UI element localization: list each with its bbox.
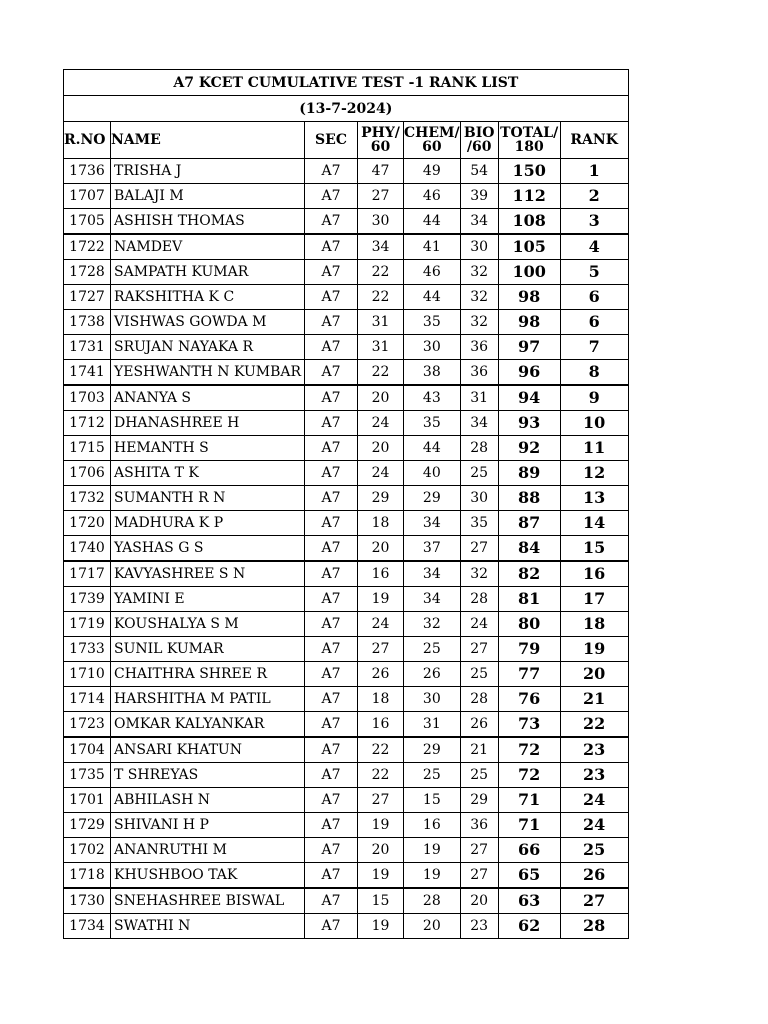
cell-phy: 20 bbox=[358, 385, 404, 411]
cell-sec: A7 bbox=[305, 612, 358, 637]
cell-chem: 34 bbox=[404, 587, 461, 612]
cell-name: BALAJI M bbox=[111, 184, 305, 209]
cell-rno: 1706 bbox=[64, 461, 111, 486]
cell-name: MADHURA K P bbox=[111, 511, 305, 536]
cell-name: ASHITA T K bbox=[111, 461, 305, 486]
cell-bio: 25 bbox=[460, 461, 498, 486]
table-row bbox=[64, 486, 629, 511]
table-row bbox=[64, 234, 629, 260]
cell-total: 94 bbox=[498, 385, 560, 411]
cell-total: 93 bbox=[498, 411, 560, 436]
cell-sec: A7 bbox=[305, 888, 358, 914]
cell-rank: 9 bbox=[560, 385, 628, 411]
cell-total: 72 bbox=[498, 763, 560, 788]
cell-name: RAKSHITHA K C bbox=[111, 285, 305, 310]
cell-sec: A7 bbox=[305, 587, 358, 612]
cell-bio: 21 bbox=[460, 737, 498, 763]
cell-name: SAMPATH KUMAR bbox=[111, 260, 305, 285]
cell-name: YAMINI E bbox=[111, 587, 305, 612]
cell-chem: 38 bbox=[404, 360, 461, 386]
cell-rank: 6 bbox=[560, 285, 628, 310]
cell-sec: A7 bbox=[305, 411, 358, 436]
cell-phy: 22 bbox=[358, 260, 404, 285]
cell-total: 92 bbox=[498, 436, 560, 461]
cell-sec: A7 bbox=[305, 385, 358, 411]
cell-rno: 1734 bbox=[64, 914, 111, 939]
table-row bbox=[64, 360, 629, 386]
cell-phy: 31 bbox=[358, 310, 404, 335]
cell-name: OMKAR KALYANKAR bbox=[111, 712, 305, 738]
cell-chem: 44 bbox=[404, 209, 461, 235]
cell-rno: 1704 bbox=[64, 737, 111, 763]
cell-bio: 27 bbox=[460, 838, 498, 863]
cell-phy: 20 bbox=[358, 536, 404, 562]
table-row bbox=[64, 737, 629, 763]
cell-phy: 29 bbox=[358, 486, 404, 511]
cell-name: SNEHASHREE BISWAL bbox=[111, 888, 305, 914]
cell-name: YASHAS G S bbox=[111, 536, 305, 562]
cell-total: 100 bbox=[498, 260, 560, 285]
cell-name: DHANASHREE H bbox=[111, 411, 305, 436]
table-row bbox=[64, 888, 629, 914]
cell-rno: 1719 bbox=[64, 612, 111, 637]
table-row bbox=[64, 436, 629, 461]
cell-bio: 36 bbox=[460, 335, 498, 360]
cell-bio: 27 bbox=[460, 536, 498, 562]
cell-total: 87 bbox=[498, 511, 560, 536]
cell-rno: 1733 bbox=[64, 637, 111, 662]
cell-sec: A7 bbox=[305, 788, 358, 813]
table-row bbox=[64, 260, 629, 285]
cell-total: 76 bbox=[498, 687, 560, 712]
rank-list-table bbox=[63, 69, 629, 939]
cell-total: 96 bbox=[498, 360, 560, 386]
cell-rno: 1717 bbox=[64, 561, 111, 587]
cell-rno: 1741 bbox=[64, 360, 111, 386]
table-row bbox=[64, 335, 629, 360]
cell-name: HARSHITHA M PATIL bbox=[111, 687, 305, 712]
cell-name: ASHISH THOMAS bbox=[111, 209, 305, 235]
table-row bbox=[64, 662, 629, 687]
cell-rank: 12 bbox=[560, 461, 628, 486]
cell-rank: 16 bbox=[560, 561, 628, 587]
cell-chem: 20 bbox=[404, 914, 461, 939]
cell-rank: 14 bbox=[560, 511, 628, 536]
cell-total: 65 bbox=[498, 863, 560, 889]
cell-bio: 36 bbox=[460, 360, 498, 386]
cell-total: 98 bbox=[498, 310, 560, 335]
cell-chem: 34 bbox=[404, 561, 461, 587]
cell-total: 77 bbox=[498, 662, 560, 687]
cell-rno: 1715 bbox=[64, 436, 111, 461]
cell-name: NAMDEV bbox=[111, 234, 305, 260]
cell-chem: 32 bbox=[404, 612, 461, 637]
table-row bbox=[64, 184, 629, 209]
cell-rank: 24 bbox=[560, 788, 628, 813]
cell-sec: A7 bbox=[305, 184, 358, 209]
cell-sec: A7 bbox=[305, 561, 358, 587]
table-row bbox=[64, 788, 629, 813]
cell-chem: 49 bbox=[404, 159, 461, 184]
cell-rank: 23 bbox=[560, 763, 628, 788]
cell-sec: A7 bbox=[305, 637, 358, 662]
cell-rank: 2 bbox=[560, 184, 628, 209]
cell-bio: 28 bbox=[460, 587, 498, 612]
cell-rank: 11 bbox=[560, 436, 628, 461]
cell-chem: 40 bbox=[404, 461, 461, 486]
table-row bbox=[64, 687, 629, 712]
cell-sec: A7 bbox=[305, 838, 358, 863]
cell-bio: 32 bbox=[460, 285, 498, 310]
cell-chem: 44 bbox=[404, 285, 461, 310]
cell-total: 62 bbox=[498, 914, 560, 939]
header-chem: CHEM/ 60 bbox=[404, 122, 461, 159]
cell-phy: 30 bbox=[358, 209, 404, 235]
cell-chem: 30 bbox=[404, 687, 461, 712]
table-row bbox=[64, 310, 629, 335]
cell-sec: A7 bbox=[305, 234, 358, 260]
table-row bbox=[64, 637, 629, 662]
cell-name: ANANRUTHI M bbox=[111, 838, 305, 863]
cell-bio: 34 bbox=[460, 411, 498, 436]
cell-rank: 13 bbox=[560, 486, 628, 511]
cell-name: SWATHI N bbox=[111, 914, 305, 939]
cell-chem: 28 bbox=[404, 888, 461, 914]
cell-bio: 39 bbox=[460, 184, 498, 209]
cell-bio: 25 bbox=[460, 662, 498, 687]
cell-rno: 1727 bbox=[64, 285, 111, 310]
cell-name: ABHILASH N bbox=[111, 788, 305, 813]
cell-rno: 1739 bbox=[64, 587, 111, 612]
cell-sec: A7 bbox=[305, 662, 358, 687]
cell-sec: A7 bbox=[305, 159, 358, 184]
cell-total: 73 bbox=[498, 712, 560, 738]
cell-chem: 25 bbox=[404, 637, 461, 662]
cell-total: 150 bbox=[498, 159, 560, 184]
cell-rank: 10 bbox=[560, 411, 628, 436]
cell-total: 71 bbox=[498, 788, 560, 813]
cell-chem: 25 bbox=[404, 763, 461, 788]
cell-rno: 1712 bbox=[64, 411, 111, 436]
cell-sec: A7 bbox=[305, 737, 358, 763]
table-row bbox=[64, 159, 629, 184]
cell-rno: 1728 bbox=[64, 260, 111, 285]
cell-phy: 31 bbox=[358, 335, 404, 360]
table-row bbox=[64, 587, 629, 612]
cell-name: CHAITHRA SHREE R bbox=[111, 662, 305, 687]
cell-sec: A7 bbox=[305, 360, 358, 386]
cell-rno: 1707 bbox=[64, 184, 111, 209]
cell-total: 79 bbox=[498, 637, 560, 662]
cell-rank: 5 bbox=[560, 260, 628, 285]
cell-sec: A7 bbox=[305, 461, 358, 486]
cell-total: 112 bbox=[498, 184, 560, 209]
cell-chem: 43 bbox=[404, 385, 461, 411]
cell-rno: 1723 bbox=[64, 712, 111, 738]
cell-sec: A7 bbox=[305, 436, 358, 461]
cell-sec: A7 bbox=[305, 712, 358, 738]
cell-chem: 44 bbox=[404, 436, 461, 461]
cell-name: ANANYA S bbox=[111, 385, 305, 411]
table-row bbox=[64, 285, 629, 310]
cell-bio: 20 bbox=[460, 888, 498, 914]
cell-total: 84 bbox=[498, 536, 560, 562]
cell-name: HEMANTH S bbox=[111, 436, 305, 461]
cell-name: T SHREYAS bbox=[111, 763, 305, 788]
cell-total: 72 bbox=[498, 737, 560, 763]
cell-chem: 29 bbox=[404, 486, 461, 511]
cell-phy: 26 bbox=[358, 662, 404, 687]
cell-phy: 27 bbox=[358, 637, 404, 662]
cell-rank: 3 bbox=[560, 209, 628, 235]
table-row bbox=[64, 411, 629, 436]
cell-bio: 34 bbox=[460, 209, 498, 235]
table-row bbox=[64, 461, 629, 486]
cell-phy: 16 bbox=[358, 712, 404, 738]
header-rank: RANK bbox=[560, 122, 628, 159]
table-row bbox=[64, 863, 629, 889]
cell-sec: A7 bbox=[305, 285, 358, 310]
cell-chem: 37 bbox=[404, 536, 461, 562]
cell-chem: 30 bbox=[404, 335, 461, 360]
cell-rank: 15 bbox=[560, 536, 628, 562]
cell-chem: 46 bbox=[404, 184, 461, 209]
cell-chem: 16 bbox=[404, 813, 461, 838]
cell-sec: A7 bbox=[305, 863, 358, 889]
cell-phy: 19 bbox=[358, 914, 404, 939]
cell-rno: 1740 bbox=[64, 536, 111, 562]
cell-rno: 1722 bbox=[64, 234, 111, 260]
cell-bio: 25 bbox=[460, 763, 498, 788]
cell-rank: 6 bbox=[560, 310, 628, 335]
cell-name: TRISHA J bbox=[111, 159, 305, 184]
cell-rno: 1718 bbox=[64, 863, 111, 889]
sheet-title: A7 KCET CUMULATIVE TEST -1 RANK LIST bbox=[64, 70, 629, 96]
cell-name: SUNIL KUMAR bbox=[111, 637, 305, 662]
cell-rank: 18 bbox=[560, 612, 628, 637]
cell-bio: 27 bbox=[460, 863, 498, 889]
cell-rno: 1738 bbox=[64, 310, 111, 335]
header-total: TOTAL/ 180 bbox=[498, 122, 560, 159]
header-sec: SEC bbox=[305, 122, 358, 159]
table-row bbox=[64, 385, 629, 411]
header-row bbox=[64, 122, 629, 159]
cell-chem: 26 bbox=[404, 662, 461, 687]
cell-rno: 1731 bbox=[64, 335, 111, 360]
cell-rank: 22 bbox=[560, 712, 628, 738]
cell-name: SHIVANI H P bbox=[111, 813, 305, 838]
table-row bbox=[64, 561, 629, 587]
cell-phy: 19 bbox=[358, 863, 404, 889]
cell-chem: 19 bbox=[404, 863, 461, 889]
cell-name: ANSARI KHATUN bbox=[111, 737, 305, 763]
cell-sec: A7 bbox=[305, 335, 358, 360]
table-row bbox=[64, 536, 629, 562]
cell-rank: 23 bbox=[560, 737, 628, 763]
cell-name: KOUSHALYA S M bbox=[111, 612, 305, 637]
header-rno: R.NO bbox=[64, 122, 111, 159]
cell-name: KHUSHBOO TAK bbox=[111, 863, 305, 889]
table-row bbox=[64, 914, 629, 939]
cell-sec: A7 bbox=[305, 486, 358, 511]
cell-rno: 1729 bbox=[64, 813, 111, 838]
cell-bio: 32 bbox=[460, 260, 498, 285]
cell-bio: 31 bbox=[460, 385, 498, 411]
cell-sec: A7 bbox=[305, 813, 358, 838]
cell-chem: 34 bbox=[404, 511, 461, 536]
cell-phy: 24 bbox=[358, 411, 404, 436]
cell-total: 66 bbox=[498, 838, 560, 863]
cell-phy: 20 bbox=[358, 436, 404, 461]
table-row bbox=[64, 813, 629, 838]
cell-rank: 28 bbox=[560, 914, 628, 939]
cell-bio: 36 bbox=[460, 813, 498, 838]
cell-bio: 23 bbox=[460, 914, 498, 939]
cell-total: 89 bbox=[498, 461, 560, 486]
cell-name: SRUJAN NAYAKA R bbox=[111, 335, 305, 360]
cell-total: 81 bbox=[498, 587, 560, 612]
cell-phy: 24 bbox=[358, 461, 404, 486]
cell-phy: 24 bbox=[358, 612, 404, 637]
cell-total: 82 bbox=[498, 561, 560, 587]
cell-name: VISHWAS GOWDA M bbox=[111, 310, 305, 335]
test-date: (13-7-2024) bbox=[64, 96, 629, 122]
cell-rank: 4 bbox=[560, 234, 628, 260]
cell-phy: 22 bbox=[358, 737, 404, 763]
cell-total: 88 bbox=[498, 486, 560, 511]
cell-chem: 19 bbox=[404, 838, 461, 863]
cell-phy: 27 bbox=[358, 788, 404, 813]
table-row bbox=[64, 209, 629, 235]
cell-rno: 1703 bbox=[64, 385, 111, 411]
cell-bio: 24 bbox=[460, 612, 498, 637]
cell-rank: 27 bbox=[560, 888, 628, 914]
cell-phy: 47 bbox=[358, 159, 404, 184]
cell-rno: 1710 bbox=[64, 662, 111, 687]
cell-rank: 21 bbox=[560, 687, 628, 712]
cell-chem: 46 bbox=[404, 260, 461, 285]
cell-phy: 34 bbox=[358, 234, 404, 260]
cell-rank: 20 bbox=[560, 662, 628, 687]
cell-total: 108 bbox=[498, 209, 560, 235]
cell-sec: A7 bbox=[305, 914, 358, 939]
cell-rank: 24 bbox=[560, 813, 628, 838]
cell-bio: 32 bbox=[460, 310, 498, 335]
cell-rno: 1730 bbox=[64, 888, 111, 914]
cell-phy: 16 bbox=[358, 561, 404, 587]
cell-rno: 1735 bbox=[64, 763, 111, 788]
cell-chem: 29 bbox=[404, 737, 461, 763]
cell-chem: 41 bbox=[404, 234, 461, 260]
cell-rno: 1736 bbox=[64, 159, 111, 184]
cell-sec: A7 bbox=[305, 687, 358, 712]
cell-bio: 28 bbox=[460, 687, 498, 712]
cell-rno: 1720 bbox=[64, 511, 111, 536]
cell-bio: 29 bbox=[460, 788, 498, 813]
cell-total: 97 bbox=[498, 335, 560, 360]
cell-total: 105 bbox=[498, 234, 560, 260]
cell-chem: 31 bbox=[404, 712, 461, 738]
cell-name: YESHWANTH N KUMBAR bbox=[111, 360, 305, 386]
cell-phy: 19 bbox=[358, 587, 404, 612]
cell-sec: A7 bbox=[305, 511, 358, 536]
cell-bio: 30 bbox=[460, 486, 498, 511]
cell-phy: 20 bbox=[358, 838, 404, 863]
table-row bbox=[64, 612, 629, 637]
cell-bio: 26 bbox=[460, 712, 498, 738]
table-row bbox=[64, 838, 629, 863]
cell-sec: A7 bbox=[305, 536, 358, 562]
cell-total: 98 bbox=[498, 285, 560, 310]
cell-rank: 19 bbox=[560, 637, 628, 662]
cell-rank: 8 bbox=[560, 360, 628, 386]
cell-total: 80 bbox=[498, 612, 560, 637]
cell-sec: A7 bbox=[305, 763, 358, 788]
table-row bbox=[64, 712, 629, 738]
table-row bbox=[64, 511, 629, 536]
cell-rank: 17 bbox=[560, 587, 628, 612]
cell-rank: 26 bbox=[560, 863, 628, 889]
header-phy: PHY/ 60 bbox=[358, 122, 404, 159]
cell-phy: 18 bbox=[358, 687, 404, 712]
cell-rno: 1702 bbox=[64, 838, 111, 863]
cell-sec: A7 bbox=[305, 260, 358, 285]
cell-chem: 35 bbox=[404, 310, 461, 335]
cell-bio: 32 bbox=[460, 561, 498, 587]
cell-phy: 22 bbox=[358, 763, 404, 788]
cell-chem: 15 bbox=[404, 788, 461, 813]
cell-total: 63 bbox=[498, 888, 560, 914]
cell-rno: 1705 bbox=[64, 209, 111, 235]
cell-rno: 1701 bbox=[64, 788, 111, 813]
cell-rank: 1 bbox=[560, 159, 628, 184]
cell-phy: 27 bbox=[358, 184, 404, 209]
cell-bio: 54 bbox=[460, 159, 498, 184]
cell-phy: 22 bbox=[358, 360, 404, 386]
cell-bio: 27 bbox=[460, 637, 498, 662]
cell-name: KAVYASHREE S N bbox=[111, 561, 305, 587]
header-name: NAME bbox=[111, 122, 305, 159]
table-row bbox=[64, 763, 629, 788]
cell-rno: 1714 bbox=[64, 687, 111, 712]
cell-sec: A7 bbox=[305, 209, 358, 235]
header-bio: BIO /60 bbox=[460, 122, 498, 159]
cell-total: 71 bbox=[498, 813, 560, 838]
cell-phy: 18 bbox=[358, 511, 404, 536]
cell-name: SUMANTH R N bbox=[111, 486, 305, 511]
cell-bio: 28 bbox=[460, 436, 498, 461]
cell-chem: 35 bbox=[404, 411, 461, 436]
cell-bio: 35 bbox=[460, 511, 498, 536]
cell-bio: 30 bbox=[460, 234, 498, 260]
cell-phy: 22 bbox=[358, 285, 404, 310]
cell-rank: 25 bbox=[560, 838, 628, 863]
cell-rno: 1732 bbox=[64, 486, 111, 511]
cell-rank: 7 bbox=[560, 335, 628, 360]
cell-phy: 19 bbox=[358, 813, 404, 838]
cell-phy: 15 bbox=[358, 888, 404, 914]
cell-sec: A7 bbox=[305, 310, 358, 335]
